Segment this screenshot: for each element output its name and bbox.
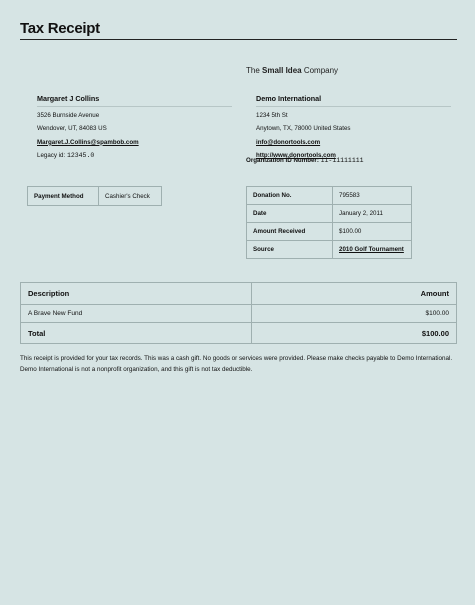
company-logo (246, 66, 338, 75)
donor-block (37, 95, 232, 166)
source-label: Source (247, 241, 333, 259)
donation-table (246, 186, 412, 259)
source-link[interactable]: 2010 Golf Tournament (333, 241, 412, 259)
payment-method-label: Payment Method (28, 187, 99, 206)
donation-no-value: 795583 (333, 187, 412, 205)
page-title: Tax Receipt (20, 20, 457, 40)
description-header: Description (21, 283, 252, 305)
logo-bold: Small Idea (262, 66, 302, 75)
donor-name: Margaret J Collins (37, 95, 232, 107)
amount-received-value: $100.00 (333, 223, 412, 241)
org-id-number (246, 157, 364, 164)
table-row (247, 205, 412, 223)
date-label: Date (247, 205, 333, 223)
item-amount: $100.00 (252, 305, 457, 323)
date-value: January 2, 2011 (333, 205, 412, 223)
table-row (21, 305, 457, 323)
org-address-line1: 1234 5th St (256, 112, 288, 120)
amount-received-label: Amount Received (247, 223, 333, 241)
donor-address-line1: 3526 Burnside Avenue (37, 112, 100, 120)
table-row (247, 241, 412, 259)
donation-no-label: Donation No. (247, 187, 333, 205)
payment-method-value: Cashier's Check (99, 187, 162, 206)
org-address-line2: Anytown, TX, 78000 United States (256, 125, 351, 133)
receipt-note: This receipt is provided for your tax records. This was a cash gift. No goods or services were provided. Please make checks payable to Demo International. Demo International is not a nonprofit organization, and this gift is not tax deductible. (20, 355, 453, 373)
donor-legacy-id (37, 153, 232, 160)
org-id-value: 11-11111111 (320, 157, 364, 164)
legacy-id-value: 12345.0 (66, 151, 95, 159)
item-description: A Brave New Fund (21, 305, 252, 323)
donor-email-link[interactable]: Margaret.J.Collins@spambob.com (37, 138, 139, 146)
donor-address-line2: Wendover, UT, 84083 US (37, 125, 107, 133)
table-row (247, 223, 412, 241)
table-row (247, 187, 412, 205)
payment-method-row (28, 187, 162, 206)
payment-method-table (27, 186, 162, 206)
total-amount: $100.00 (252, 323, 457, 344)
org-name: Demo International (256, 95, 451, 107)
org-email-link[interactable]: info@donortools.com (256, 138, 321, 146)
org-website-link[interactable]: http://www.donortools.com (256, 151, 336, 159)
items-header-row (21, 283, 457, 305)
total-row (21, 323, 457, 344)
org-id-label: Organization ID Number: (246, 157, 319, 164)
logo-suffix: Company (301, 66, 339, 75)
legacy-id-label: Legacy id: (37, 151, 66, 159)
items-table (20, 282, 457, 344)
logo-prefix: The (246, 66, 263, 75)
org-block (256, 95, 451, 166)
total-label: Total (21, 323, 252, 344)
amount-header: Amount (252, 283, 457, 305)
